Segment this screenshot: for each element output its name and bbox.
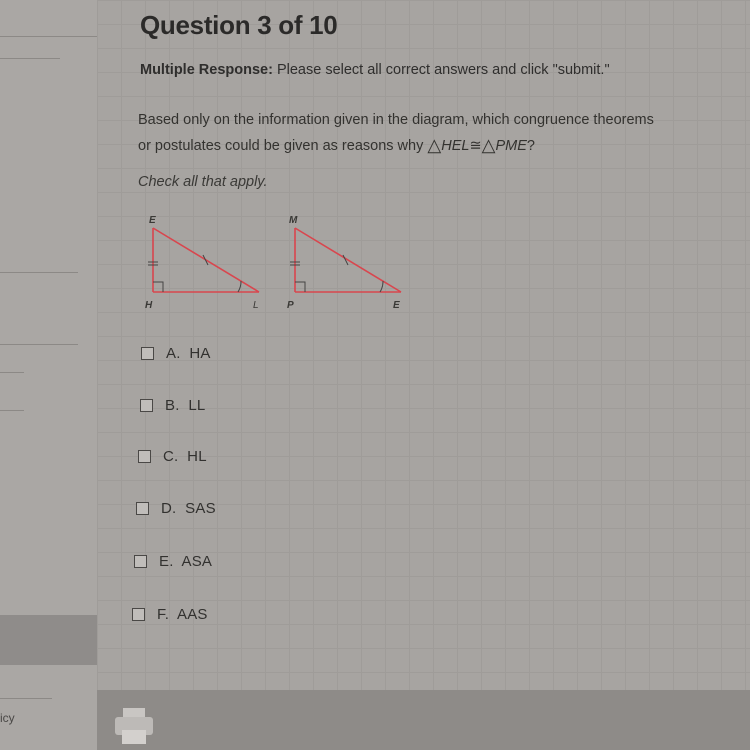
triangle-symbol-icon: △ xyxy=(427,135,442,155)
sidebar-divider xyxy=(0,344,78,345)
choice-label: C. HL xyxy=(163,448,207,465)
choice-label: A. HA xyxy=(166,345,211,362)
choice-a[interactable] xyxy=(141,345,211,362)
instruction-body: Please select all correct answers and click "submit." xyxy=(272,62,610,78)
choice-label: B. LL xyxy=(165,397,206,414)
question-line-2 xyxy=(138,132,750,158)
checkbox[interactable] xyxy=(141,347,154,360)
triangle-diagram xyxy=(135,210,415,318)
vertex-label: P xyxy=(287,300,294,311)
question-mark: ? xyxy=(526,138,535,154)
instruction-text xyxy=(140,62,610,78)
checkbox[interactable] xyxy=(136,502,149,515)
checkbox[interactable] xyxy=(140,399,153,412)
checkbox[interactable] xyxy=(132,608,145,621)
choice-label: D. SAS xyxy=(161,500,216,517)
sidebar-divider xyxy=(0,58,60,59)
bottom-toolbar xyxy=(97,690,750,750)
checkbox[interactable] xyxy=(138,450,151,463)
question-line-1: Based only on the information given in the diagram, which congruence theorems xyxy=(138,112,654,128)
vertex-label: L xyxy=(253,300,259,311)
congruent-symbol: ≅ xyxy=(469,138,482,154)
triangle-2-name: PME xyxy=(495,138,527,154)
sidebar-footer-link[interactable]: icy xyxy=(0,711,15,725)
triangle-hel xyxy=(145,215,259,311)
left-sidebar xyxy=(0,0,97,750)
printer-icon[interactable] xyxy=(115,708,155,744)
sidebar-item-active[interactable] xyxy=(0,615,97,665)
choice-label: F. AAS xyxy=(157,606,208,623)
choice-c[interactable] xyxy=(138,448,207,465)
vertex-label: E xyxy=(393,300,400,311)
vertex-label: H xyxy=(145,300,153,311)
choice-label: E. ASA xyxy=(159,553,213,570)
check-all-hint: Check all that apply. xyxy=(138,174,268,190)
instruction-prefix: Multiple Response: xyxy=(140,62,273,78)
question-text xyxy=(138,108,750,158)
sidebar-divider xyxy=(0,36,97,37)
sidebar-divider xyxy=(0,272,78,273)
choice-f[interactable] xyxy=(132,606,208,623)
page-title: Question 3 of 10 xyxy=(140,10,338,40)
vertex-label: M xyxy=(289,215,298,226)
choice-b[interactable] xyxy=(140,397,205,414)
sidebar-divider xyxy=(0,698,52,699)
choice-d[interactable] xyxy=(136,500,216,517)
triangle-1-name: HEL xyxy=(441,138,470,154)
question-line-2-text: or postulates could be given as reasons why xyxy=(138,138,428,154)
triangle-pme xyxy=(287,215,401,311)
checkbox[interactable] xyxy=(134,555,147,568)
sidebar-divider xyxy=(0,372,24,373)
vertex-label: E xyxy=(149,215,156,226)
sidebar-divider xyxy=(0,410,24,411)
triangle-symbol-icon: △ xyxy=(481,135,496,155)
choice-e[interactable] xyxy=(134,553,212,570)
